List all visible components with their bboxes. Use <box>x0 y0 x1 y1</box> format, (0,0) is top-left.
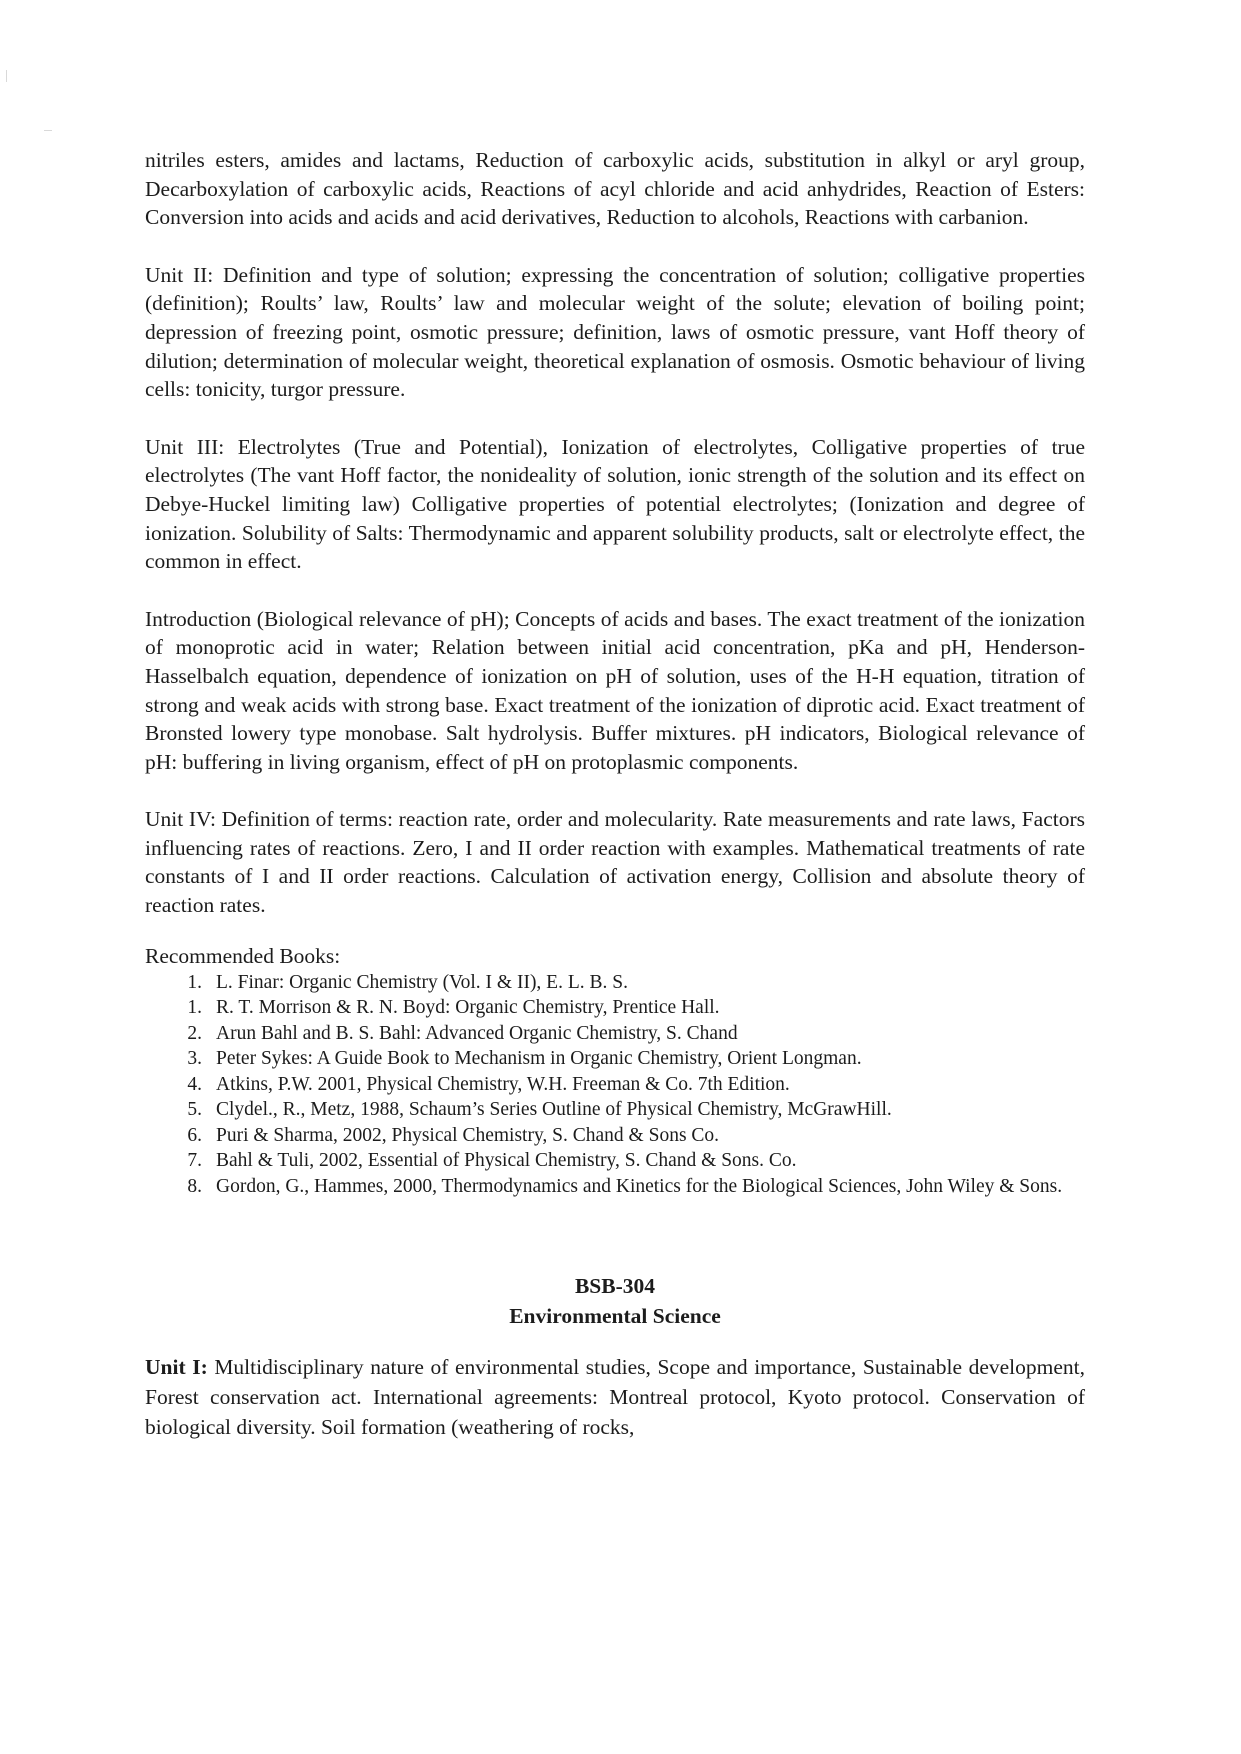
list-item <box>178 1046 1085 1072</box>
list-item <box>178 1148 1085 1174</box>
list-item-number: 1. <box>187 997 202 1019</box>
unit-label: Unit I: <box>145 1355 208 1380</box>
list-item <box>178 970 1085 996</box>
list-item-text: Atkins, P.W. 2001, Physical Chemistry, W.H. Freeman & Co. 7th Edition. <box>216 1073 790 1095</box>
list-item-text: Gordon, G., Hammes, 2000, Thermodynamics and Kinetics for the Biological Sciences, John Wiley & Sons. <box>216 1175 1063 1197</box>
list-item-text: Peter Sykes: A Guide Book to Mechanism in Organic Chemistry, Orient Longman. <box>216 1048 862 1070</box>
scan-mark-left <box>6 70 7 82</box>
list-item-text: Puri & Sharma, 2002, Physical Chemistry, S. Chand & Sons Co. <box>216 1124 720 1146</box>
list-item <box>178 995 1085 1021</box>
recommended-books-list <box>145 970 1085 1200</box>
paragraph-carboxylic-reactions: nitriles esters, amides and lactams, Reduction of carboxylic acids, substitution in alkyl or aryl group, Decarboxylation of carboxylic acids, Reactions of acyl chloride and acid anhydrides, Reaction of Esters: Conversion into acids and acids and acid derivatives, Reduction to alcohols, Reactions with carbanion. <box>145 148 1085 230</box>
paragraph-unit-iv: Unit IV: Definition of terms: reaction rate, order and molecularity. Rate measurements and rate laws, Factors influencing rates of reactions. Zero, I and II order reaction with examples. Mathematical treatments of rate constants of I and II order reactions. Calculation of activation energy, Collision and absolute theory of reaction rates. <box>145 807 1085 918</box>
list-item <box>178 1021 1085 1047</box>
list-item-number: 8. <box>187 1175 202 1197</box>
list-item-text: Clydel., R., Metz, 1988, Schaum’s Series Outline of Physical Chemistry, McGrawHill. <box>216 1099 892 1121</box>
paragraph-ph-introduction: Introduction (Biological relevance of pH); Concepts of acids and bases. The exact treatment of the ionization of monoprotic acid in water; Relation between initial acid concentration, pKa and pH, Henderson-Hasselbalch equation, dependence of ionization on pH of solution, uses of the H-H equation, titration of strong and weak acids with strong base. Exact treatment of the ionization of diprotic acid. Exact treatment of Bronsted lowery type monobase. Salt hydrolysis. Buffer mixtures. pH indicators, Biological relevance of pH: buffering in living organism, effect of pH on protoplasmic components. <box>145 606 1085 774</box>
list-item-text: R. T. Morrison & R. N. Boyd: Organic Chemistry, Prentice Hall. <box>216 997 720 1019</box>
list-item-number: 1. <box>187 971 202 993</box>
list-item <box>178 1072 1085 1098</box>
course-code-heading: BSB-304 <box>574 1274 656 1299</box>
unit-text: Multidisciplinary nature of environmental studies, Scope and importance, Sustainable development, Forest conservation act. International agreements: Montreal protocol, Kyoto protocol. Conservation of biological diversity. Soil formation (weathering of rocks, <box>145 1355 1085 1440</box>
list-item-text: Arun Bahl and B. S. Bahl: Advanced Organic Chemistry, S. Chand <box>216 1022 738 1044</box>
list-item-number: 7. <box>187 1150 202 1172</box>
list-item <box>178 1097 1085 1123</box>
paragraph-unit-iii: Unit III: Electrolytes (True and Potential), Ionization of electrolytes, Colligative properties of true electrolytes (The vant Hoff factor, the nonideality of solution, ionic strength of the solution and its effect on Debye-Huckel limiting law) Colligative properties of potential electrolytes; (Ionization and degree of ionization. Solubility of Salts: Thermodynamic and apparent solubility products, salt or electrolyte effect, the common in effect. <box>145 434 1085 574</box>
list-item-number: 2. <box>187 1022 202 1044</box>
list-item-number: 6. <box>187 1124 202 1146</box>
list-item-text: Bahl & Tuli, 2002, Essential of Physical Chemistry, S. Chand & Sons. Co. <box>216 1150 797 1172</box>
paragraph-unit-ii: Unit II: Definition and type of solution; expressing the concentration of solution; colligative properties (definition); Roults’ law, Roults’ law and molecular weight of the solute; elevation of boiling point; depression of freezing point, osmotic pressure; definition, laws of osmotic pressure, vant Hoff theory of dilution; determination of molecular weight, theoretical explanation of osmosis. Osmotic behaviour of living cells: tonicity, turgor pressure. <box>145 262 1085 402</box>
list-item-text: L. Finar: Organic Chemistry (Vol. I & II), E. L. B. S. <box>216 971 628 993</box>
list-item-number: 5. <box>187 1099 202 1121</box>
list-item <box>178 1123 1085 1149</box>
paragraph-unit-i <box>145 1352 1085 1442</box>
list-item <box>178 1174 1085 1200</box>
page-content <box>145 146 1085 1442</box>
course-title-heading: Environmental Science <box>509 1304 721 1329</box>
list-item-number: 3. <box>187 1048 202 1070</box>
scan-mark-left-lower <box>44 130 52 131</box>
list-item-number: 4. <box>187 1073 202 1095</box>
recommended-books-heading: Recommended Books: <box>145 943 341 968</box>
